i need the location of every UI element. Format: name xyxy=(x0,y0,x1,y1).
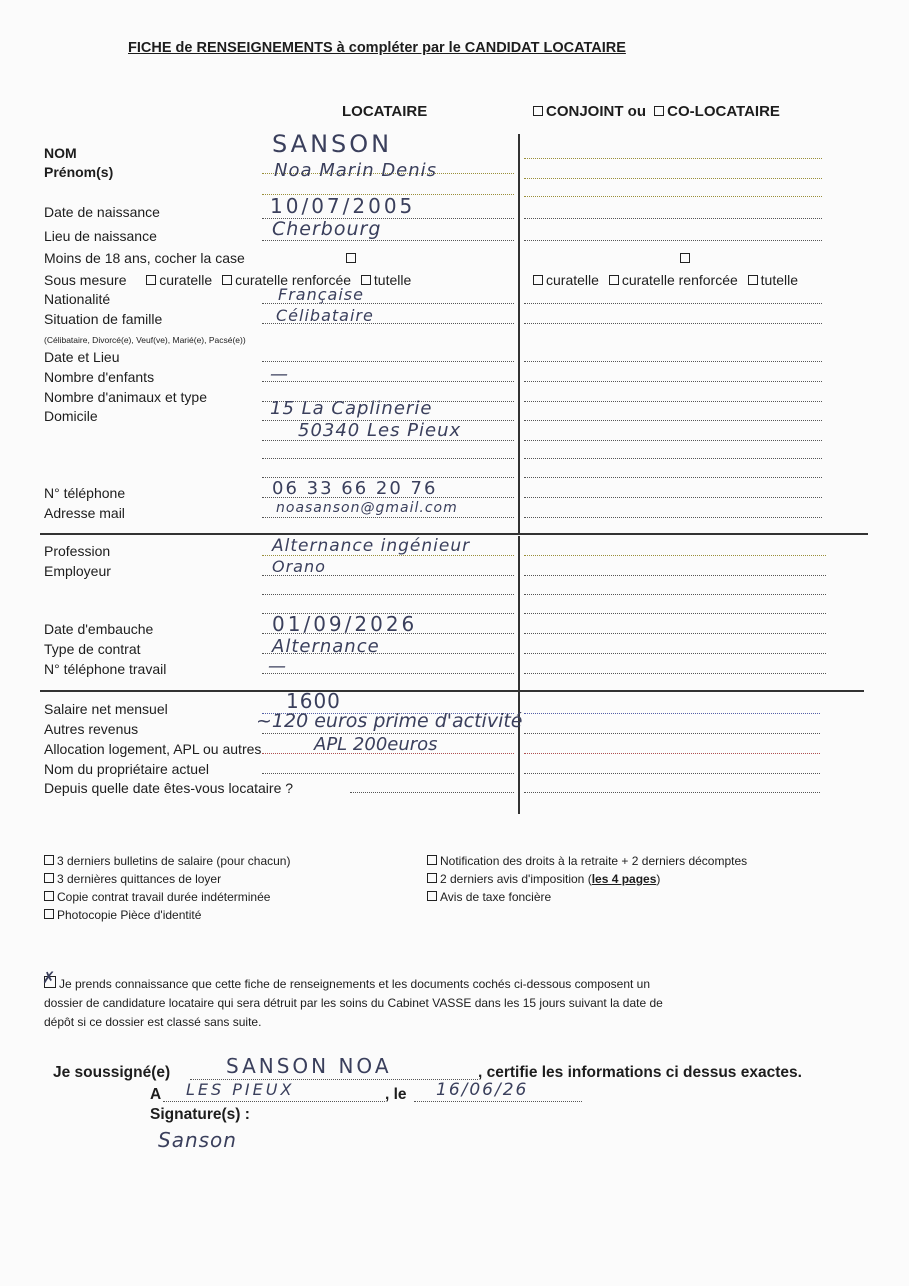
label-date-naissance: Date de naissance xyxy=(44,204,160,220)
co-line-animaux[interactable] xyxy=(524,401,822,402)
signatures-label: Signature(s) : xyxy=(150,1106,250,1123)
curatelle-renforcee-checkbox-co[interactable] xyxy=(609,275,619,285)
curatelle-renforcee-label-co: curatelle renforcée xyxy=(621,272,738,288)
filled-prenoms: Noa Marin Denis xyxy=(274,160,438,181)
filled-situation: Célibataire xyxy=(276,306,374,325)
label-date-embauche: Date d'embauche xyxy=(44,621,154,637)
doc-item[interactable]: Avis de taxe foncière xyxy=(427,888,747,906)
line-enfants[interactable] xyxy=(262,381,514,382)
doc-item[interactable]: 2 derniers avis d'imposition (les 4 pages) xyxy=(427,870,747,888)
curatelle-label-co: curatelle xyxy=(546,272,599,288)
filled-salaire: 1600 xyxy=(286,689,341,713)
tutelle-checkbox[interactable] xyxy=(361,275,371,285)
filled-telephone: 06 33 66 20 76 xyxy=(272,478,438,499)
filled-date-embauche: 01/09/2026 xyxy=(272,612,418,636)
tutelle-checkbox-co[interactable] xyxy=(748,275,758,285)
section-separator-1 xyxy=(40,533,868,535)
filled-nom: SANSON xyxy=(272,130,393,158)
label-telephone: N° téléphone xyxy=(44,485,126,501)
co-line-lieu-naissance[interactable] xyxy=(524,240,822,241)
label-telephone-travail: N° téléphone travail xyxy=(44,661,167,677)
line-employeur-2[interactable] xyxy=(262,594,514,595)
label-sous-mesure: Sous mesure xyxy=(44,272,127,288)
consent-line-2: dossier de candidature locataire qui sera détruit par les soins du Cabinet VASSE dans les 15 jours suivant la date de xyxy=(44,996,663,1010)
label-allocation: Allocation logement, APL ou autres xyxy=(44,741,262,757)
co-line-domicile-3[interactable] xyxy=(524,458,822,459)
label-nom: NOM xyxy=(44,145,77,161)
filled-lieu-naissance: Cherbourg xyxy=(272,218,382,240)
consent-line-3: dépôt si ce dossier est classé sans suite. xyxy=(44,1015,262,1029)
filled-lieu: LES PIEUX xyxy=(186,1080,295,1099)
label-moins-18: Moins de 18 ans, cocher la case xyxy=(44,250,245,266)
section-separator-2 xyxy=(40,690,864,692)
label-depuis: Depuis quelle date êtes-vous locataire ? xyxy=(44,780,294,796)
co-line-prenoms[interactable] xyxy=(524,178,822,179)
label-nombre-enfants: Nombre d'enfants xyxy=(44,369,155,385)
co-line-employeur-2[interactable] xyxy=(524,594,826,595)
certifie-text: , certifie les informations ci dessus exactes. xyxy=(478,1064,802,1081)
filled-domicile-2: 50340 Les Pieux xyxy=(298,420,462,441)
doc-item[interactable]: Photocopie Pièce d'identité xyxy=(44,906,290,924)
colocataire-checkbox[interactable] xyxy=(654,106,664,116)
label-nombre-animaux: Nombre d'animaux et type xyxy=(44,389,207,405)
label-domicile: Domicile xyxy=(44,408,98,424)
filled-tel-travail: — xyxy=(268,656,287,677)
filled-type-contrat: Alternance xyxy=(272,636,380,657)
consent-line-1: Je prends connaissance que cette fiche de renseignements et les documents cochés ci-dessous composent un xyxy=(59,977,651,991)
label-adresse-mail: Adresse mail xyxy=(44,505,125,521)
filled-profession: Alternance ingénieur xyxy=(272,536,471,556)
curatelle-checkbox-co[interactable] xyxy=(533,275,543,285)
conjoint-checkbox[interactable] xyxy=(533,106,543,116)
co-line-situation[interactable] xyxy=(524,323,822,324)
colocataire-label: CO-LOCATAIRE xyxy=(667,103,780,120)
curatelle-checkbox[interactable] xyxy=(146,275,156,285)
co-line-telephone[interactable] xyxy=(524,497,822,498)
curatelle-renforcee-label: curatelle renforcée xyxy=(235,272,352,288)
curatelle-label: curatelle xyxy=(159,272,213,288)
doc-list-left xyxy=(44,852,290,924)
doc-item[interactable]: Copie contrat travail durée indéterminée xyxy=(44,888,290,906)
filled-date: 16/06/26 xyxy=(436,1080,529,1100)
label-type-contrat: Type de contrat xyxy=(44,641,141,657)
tutelle-label-co: tutelle xyxy=(760,272,799,288)
co-line-date-lieu[interactable] xyxy=(524,361,822,362)
label-lieu-naissance: Lieu de naissance xyxy=(44,228,157,244)
filled-mail: noasanson@gmail.com xyxy=(276,500,458,516)
co-line-depuis[interactable] xyxy=(524,792,820,793)
filled-employeur: Orano xyxy=(272,557,326,576)
filled-soussigne: SANSON NOA xyxy=(226,1054,392,1078)
co-line-salaire[interactable] xyxy=(524,713,820,714)
le-label: , le xyxy=(385,1086,407,1103)
co-line-allocation[interactable] xyxy=(524,753,820,754)
filled-domicile-1: 15 La Caplinerie xyxy=(270,398,433,419)
signature-handwritten: Sanson xyxy=(158,1128,237,1152)
column-separator-bottom xyxy=(518,536,520,814)
line-date-lieu[interactable] xyxy=(262,361,514,362)
label-nationalite: Nationalité xyxy=(44,291,111,307)
doc-list-right xyxy=(427,852,747,906)
line-depuis[interactable] xyxy=(350,792,514,793)
co-line-domicile-4[interactable] xyxy=(524,477,822,478)
a-label: A xyxy=(150,1086,162,1103)
filled-date-naissance: 10/07/2005 xyxy=(270,194,416,218)
co-line-employeur-3[interactable] xyxy=(524,613,826,614)
label-employeur: Employeur xyxy=(44,563,111,579)
curatelle-renforcee-checkbox[interactable] xyxy=(222,275,232,285)
filled-nationalite: Française xyxy=(278,285,364,304)
label-profession: Profession xyxy=(44,543,111,559)
doc-item[interactable]: Notification des droits à la retraite + 2 derniers décomptes xyxy=(427,852,747,870)
line-lieu[interactable] xyxy=(163,1101,385,1102)
line-domicile-3[interactable] xyxy=(262,458,514,459)
filled-autres-revenus: ~120 euros prime d'activité xyxy=(256,710,523,732)
je-soussigne-label: Je soussigné(e) xyxy=(53,1064,171,1081)
doc-item[interactable]: 3 derniers bulletins de salaire (pour chacun) xyxy=(44,852,290,870)
co-line-date-naissance[interactable] xyxy=(524,218,822,219)
co-line-prenoms-2[interactable] xyxy=(524,196,822,197)
co-line-date-embauche[interactable] xyxy=(524,633,826,634)
label-autres-revenus: Autres revenus xyxy=(44,721,139,737)
line-date[interactable] xyxy=(414,1101,582,1102)
situation-note: (Célibataire, Divorcé(e), Veuf(ve), Marié(e), Pacsé(e)) xyxy=(44,335,246,345)
column-header-conjoint xyxy=(533,103,780,120)
tutelle-label: tutelle xyxy=(373,272,412,288)
line-tel-travail[interactable] xyxy=(262,673,514,674)
line-mail[interactable] xyxy=(262,517,514,518)
co-line-mail[interactable] xyxy=(524,517,822,518)
co-line-profession[interactable] xyxy=(524,555,826,556)
co-line-tel-travail[interactable] xyxy=(524,673,826,674)
co-line-autres-revenus[interactable] xyxy=(524,733,820,734)
co-line-proprietaire[interactable] xyxy=(524,773,820,774)
co-line-nationalite[interactable] xyxy=(524,303,822,304)
line-lieu-naissance[interactable] xyxy=(262,240,514,241)
column-header-locataire: LOCATAIRE xyxy=(342,103,428,120)
co-line-nom[interactable] xyxy=(524,158,822,159)
filled-allocation: APL 200euros xyxy=(314,734,438,755)
filled-enfants: — xyxy=(270,364,289,385)
co-line-employeur[interactable] xyxy=(524,575,826,576)
doc-item[interactable]: 3 dernières quittances de loyer xyxy=(44,870,290,888)
label-situation-famille: Situation de famille xyxy=(44,311,163,327)
conjoint-label: CONJOINT ou xyxy=(546,103,646,120)
moins-18-checkbox-right[interactable] xyxy=(680,250,693,266)
line-proprietaire[interactable] xyxy=(262,773,514,774)
les-4-pages: les 4 pages xyxy=(591,872,657,886)
co-line-enfants[interactable] xyxy=(524,381,822,382)
consent-block xyxy=(42,970,663,1032)
consent-checkbox[interactable]: ✗ xyxy=(42,970,56,987)
co-line-domicile-1[interactable] xyxy=(524,420,822,421)
form-title: FICHE de RENSEIGNEMENTS à compléter par le CANDIDAT LOCATAIRE xyxy=(128,40,626,56)
sous-mesure-row-right xyxy=(533,272,798,288)
co-line-domicile-2[interactable] xyxy=(524,440,822,441)
column-separator-top xyxy=(518,134,520,534)
moins-18-checkbox-left[interactable] xyxy=(346,250,359,266)
label-date-lieu: Date et Lieu xyxy=(44,349,120,365)
label-salaire: Salaire net mensuel xyxy=(44,701,168,717)
co-line-type-contrat[interactable] xyxy=(524,653,826,654)
label-prenoms: Prénom(s) xyxy=(44,164,114,180)
label-proprietaire: Nom du propriétaire actuel xyxy=(44,761,209,777)
